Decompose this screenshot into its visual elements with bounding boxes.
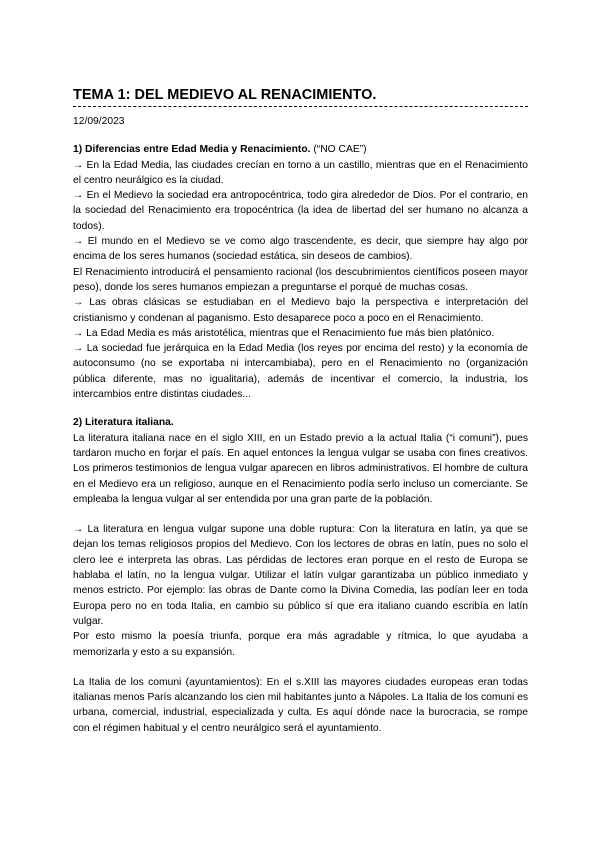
section-1-heading bbox=[73, 142, 528, 157]
document-title: TEMA 1: DEL MEDIEVO AL RENACIMIENTO. bbox=[73, 87, 377, 103]
paragraph-spacer bbox=[73, 660, 528, 675]
document-content bbox=[73, 86, 528, 736]
section-1-heading-text: 1) Diferencias entre Edad Media y Renacimiento. bbox=[73, 144, 311, 156]
paragraph-spacer bbox=[73, 507, 528, 522]
section-2-heading: 2) Literatura italiana. bbox=[73, 417, 174, 429]
section-2-paragraph: Por esto mismo la poesía triunfa, porque era más agradable y rítmica, lo que ayudaba a memorizarla y esto a su expansión. bbox=[73, 631, 528, 658]
section-1-paragraph: → La sociedad fue jerárquica en la Edad Media (los reyes por encima del resto) y la economía de autoconsumo (no se exportaba ni intercambiaba), pero en el Renacimiento no (organización pública diferente, mas no igualitaria), además de incentivar el comercio, la industria, los intercambios entre distintas ciudades... bbox=[73, 343, 528, 401]
section-2-paragraph: La Italia de los comuni (ayuntamientos): En el s.XIII las mayores ciudades europeas eran todas italianas menos París alcanzando los cien mil habitantes junto a Nápoles. La Italia de los comuni es urbana, comercial, industrial, especializada y culta. Es aquí dónde nace la burocracia, se rompe con el régimen habitual y el centro neurálgico será el ayuntamiento. bbox=[73, 676, 528, 734]
section-1-paragraph: → En el Medievo la sociedad era antropocéntrica, todo gira alrededor de Dios. Por el contrario, en la sociedad del Renacimiento era tropocéntrica (la idea de libertad del ser humano no alcanza a todos). bbox=[73, 190, 528, 232]
section-1-paragraph: El Renacimiento introducirá el pensamiento racional (los descubrimientos científicos poseen mayor peso), donde los seres humanos empiezan a preguntarse el porqué de muchas cosas. bbox=[73, 266, 528, 293]
section-1-paragraph: → Las obras clásicas se estudiaban en el Medievo bajo la perspectiva e interpretación del cristianismo y condenan al paganismo. Esto desaparece poco a poco en el Renacimiento. bbox=[73, 297, 528, 324]
title-divider bbox=[73, 106, 528, 107]
section-1-paragraph: → La Edad Media es más aristotélica, mientras que el Renacimiento fue más bien platónico. bbox=[73, 327, 495, 339]
section-2-paragraph: La literatura italiana nace en el siglo XIII, en un Estado previo a la actual Italia (“i comuni”), pues tardaron mucho en forjar el país. En aquel entonces la lengua vulgar se usaba con fines creativos. Los primeros testimonios de lengua vulgar aparecen en libros administrativos. El hombre de cultura en el Medievo era un religioso, aunque en el Renacimiento podía serlo incluso un comerciante. Se empleaba la lengua vulgar al ser entendida por una gran parte de la población. bbox=[73, 432, 528, 505]
section-1-note: (“NO CAE”) bbox=[313, 144, 367, 156]
section-1-paragraph: → El mundo en el Medievo se ve como algo trascendente, es decir, que siempre hay algo por encima de los seres humanos (sociedad estática, sin deseos de cambios). bbox=[73, 236, 528, 263]
document-date: 12/09/2023 bbox=[73, 116, 125, 127]
section-1-paragraph: → En la Edad Media, las ciudades crecían en torno a un castillo, mientras que en el Renacimiento el centro neurálgico es la ciudad. bbox=[73, 159, 528, 186]
section-2-paragraph: → La literatura en lengua vulgar supone una doble ruptura: Con la literatura en latín, ya que se dejan los temas religiosos propios del Medievo. Con los lectores de obras en latín, pues no solo el clero lee e interpreta las obras. Las pérdidas de lectores eran porque en el resto de Europa se hablaba el latín, no la lengua vulgar. Utilizar el latín vulgar garantizaba un público inmediato y menos estricto. Por ejemplo: las obras de Dante como la Divina Comedia, las podían leer en toda Europa pero no en toda Italia, en cambio su público sí que era italiano cuando escribía en latín vulgar. bbox=[73, 524, 528, 627]
